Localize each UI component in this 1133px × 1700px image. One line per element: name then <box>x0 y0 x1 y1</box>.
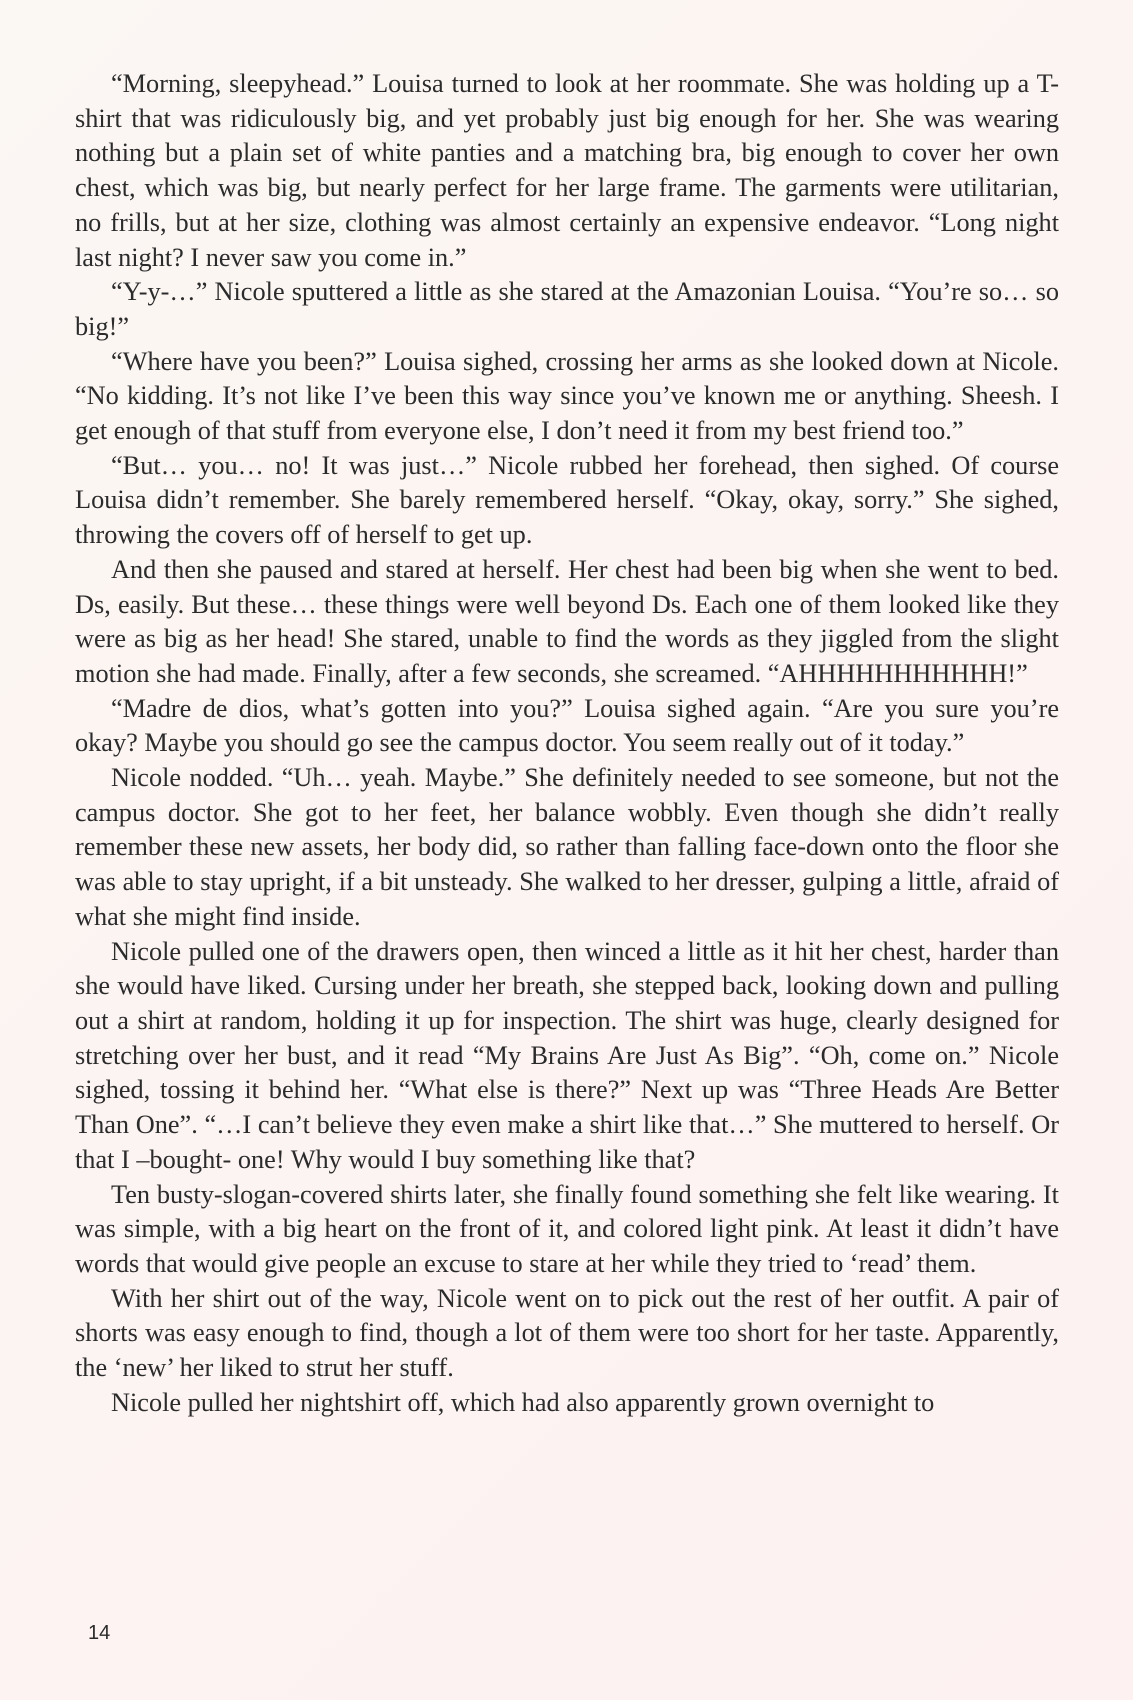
paragraph: “But… you… no! It was just…” Nicole rubbed her forehead, then sighed. Of course Louisa didn’t remember. She barely remembered herself. “Okay, okay, sorry.” She sighed, throwing the covers off of herself to get up. <box>75 450 1059 550</box>
paragraph: Nicole nodded. “Uh… yeah. Maybe.” She definitely needed to see someone, but not the campus doctor. She got to her feet, her balance wobbly. Even though she didn’t really remember these new assets, her body did, so rather than falling face-down onto the floor she was able to stay upright, if a bit unsteady. She walked to her dresser, gulping a little, afraid of what she might find inside. <box>75 763 1059 931</box>
paragraph: Ten busty-slogan-covered shirts later, she finally found something she felt like wearing. It was simple, with a big heart on the front of it, and colored light pink. At least it didn’t have words that would give people an excuse to stare at her while they tried to ‘read’ them. <box>75 1179 1059 1278</box>
paragraph: And then she paused and stared at herself. Her chest had been big when she went to bed. Ds, easily. But these… these things were well beyond Ds. Each one of them looked like they were as big as her head! She stared, unable to find the words as they jiggled from the slight motion she had made. Finally, after a few seconds, she screamed. “AHHHHHHHHHHH!” <box>75 554 1059 688</box>
page-number: 14 <box>88 1622 111 1644</box>
paragraph: “Madre de dios, what’s gotten into you?” Louisa sighed again. “Are you sure you’re okay? Maybe you should go see the campus doctor. You seem really out of it today.” <box>75 693 1059 758</box>
paragraph: Nicole pulled one of the drawers open, then winced a little as it hit her chest, harder than she would have liked. Cursing under her breath, she stepped back, looking down and pulling out a shirt at random, holding it up for inspection. The shirt was huge, clearly designed for stretching over her bust, and it read “My Brains Are Just As Big”. “Oh, come on.” Nicole sighed, tossing it behind her. “What else is there?” Next up was “Three Heads Are Better Than One”. “…I can’t believe they even make a shirt like that…” She muttered to herself. Or that I –bought- one! Why would I buy something like that? <box>75 936 1059 1174</box>
paragraph: “Morning, sleepyhead.” Louisa turned to look at her roommate. She was holding up a T-shirt that was ridiculously big, and yet probably just big enough for her. She was wearing nothing but a plain set of white panties and a matching bra, big enough to cover her own chest, which was big, but nearly perfect for her large frame. The garments were utilitarian, no frills, but at her size, clothing was almost certainly an expensive endeavor. “Long night last night? I never saw you come in.” <box>75 69 1059 272</box>
paragraph: “Y-y-…” Nicole sputtered a little as she stared at the Amazonian Louisa. “You’re so… so big!” <box>75 277 1059 341</box>
page-body <box>75 67 1059 1420</box>
paragraph: “Where have you been?” Louisa sighed, crossing her arms as she looked down at Nicole. “No kidding. It’s not like I’ve been this way since you’ve known me or anything. Sheesh. I get enough of that stuff from everyone else, I don’t need it from my best friend too.” <box>75 346 1059 446</box>
paragraph: Nicole pulled her nightshirt off, which had also apparently grown overnight to <box>111 1387 935 1417</box>
paragraph: With her shirt out of the way, Nicole went on to pick out the rest of her outfit. A pair of shorts was easy enough to find, though a lot of them were too short for her taste. Apparently, the ‘new’ her liked to strut her stuff. <box>75 1283 1059 1383</box>
